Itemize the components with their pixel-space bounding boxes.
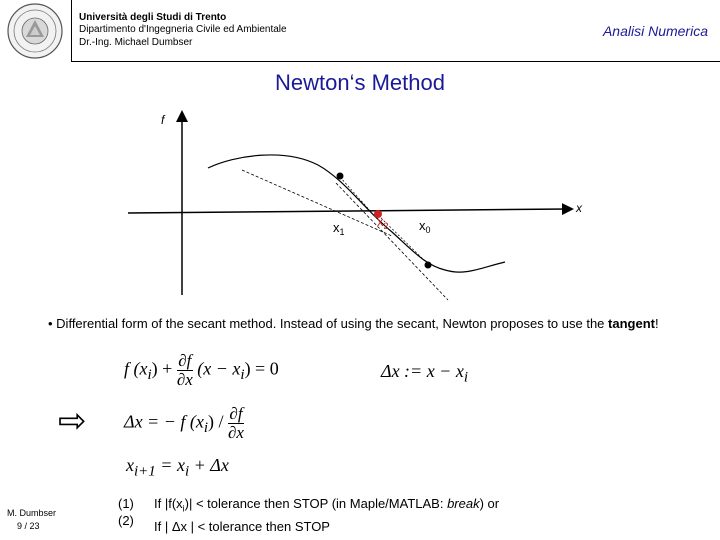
course-title: Analisi Numerica — [602, 23, 708, 39]
stop-criteria-numbers — [118, 495, 134, 529]
derivative-fraction-2: $\frac{\partial f}{\partial x}$ — [228, 404, 244, 442]
stop-number-1: (1) — [118, 496, 134, 511]
tangent-line-2 — [336, 183, 448, 300]
formula-delta-x-def: Δx := $x - x_i$ — [381, 361, 468, 386]
x2-label: $x_2$ — [377, 214, 389, 231]
formula-linearization: f $(x_i)$ + $\frac{\partial f}{\partial x}$ $(x - x_i) = 0$ — [124, 351, 279, 389]
implies-arrow-icon: ⇨ — [58, 402, 87, 440]
stop-number-2: (2) — [118, 513, 134, 528]
stop-criteria-text — [154, 495, 499, 535]
derivative-fraction-1: $\frac{\partial f}{\partial x}$ — [176, 351, 193, 389]
bullet-text — [48, 315, 688, 333]
page-number: 9 / 23 — [17, 521, 40, 531]
guide-line-1 — [340, 177, 372, 213]
stop-criterion-1: If $|f(x_i)|$ < tolerance then STOP (in Maple/MATLAB: break) or — [154, 496, 500, 514]
formula-update: $x_{i+1} = x_i + \Delta x$ — [126, 455, 229, 480]
function-curve — [208, 155, 505, 272]
university-name: Università degli Studi di Trento — [79, 12, 227, 23]
bullet-main: • Differential form of the secant method. Instead of using the secant, Newton proposes to use the — [48, 316, 609, 331]
slide-title: Newton‘s Method — [275, 70, 445, 95]
department-name: Dipartimento d'Ingegneria Civile ed Ambientale — [79, 24, 287, 35]
bullet-end: ! — [654, 316, 659, 331]
author-line: Dr.-Ing. Michael Dumbser — [79, 37, 193, 48]
x-axis-label: x — [576, 201, 582, 215]
x-axis — [128, 209, 568, 213]
tangent-line-1 — [242, 170, 392, 236]
footer-author: M. Dumbser — [7, 508, 57, 518]
bullet-bold-tangent: tangent — [608, 316, 655, 331]
f-axis-label: f — [161, 113, 165, 127]
point-on-curve-x0 — [337, 173, 344, 180]
point-on-curve-x1 — [425, 262, 432, 269]
stop-criterion-2: If | Δx | < tolerance then STOP — [154, 518, 330, 534]
formula-newton-step: Δx = − f $(x_i)$ / $\frac{\partial f}{\partial x}$ — [124, 404, 244, 442]
x1-label: $x_1$ — [333, 220, 345, 237]
x0-label: $x_0$ — [419, 218, 431, 235]
